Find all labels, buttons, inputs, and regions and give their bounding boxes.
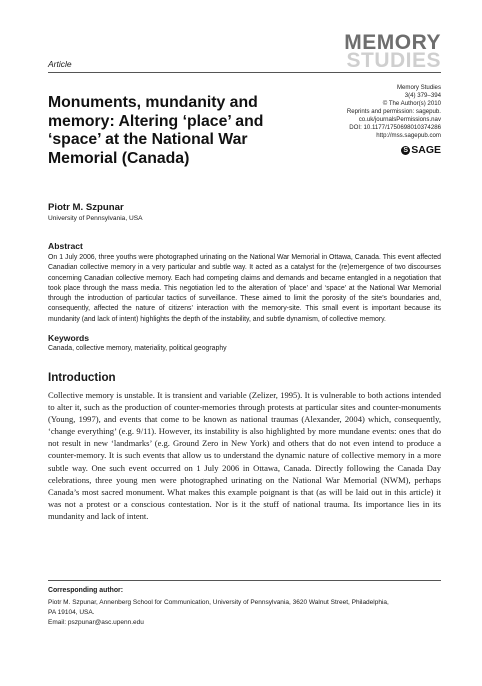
pub-info-url: http://mss.sagepub.com [376,132,441,139]
introduction-heading: Introduction [48,371,116,384]
keywords-heading: Keywords [48,333,90,343]
journal-logo-line1: MEMORY [344,31,441,54]
pub-info-volume: 3(4) 379–394 [404,92,441,99]
title-line: ‘space’ at the National War [48,131,248,148]
pub-info-doi: DOI: 10.1177/1750698010374286 [349,124,441,131]
abstract-text: On 1 July 2006, three youths were photographed urinating on the National War Memorial in Ottawa, Canada. This event affected Canadian collective memory in a very particular and subtle way. It acted as a catalyst for the (re)emergence of two discourses concerning Canadian collective memory. Each had competing claims and demands and became entangled in a negotiation that took place through the mass media. This negotiation led to the alteration of ‘place’ and ‘space’ at the National War Memorial through the introduction of particular tactics of surveillance. These aimed to limit the porosity of the site’s boundaries and, consequently, affected the nature of citizens’ interaction with the memory-site. This small event is important because its mundanity (and lack of intent) highlights the depth of the instability, and subtle dynamism, of collective memory. [48,254,441,323]
keywords-text: Canada, collective memory, materiality, political geography [48,345,227,352]
abstract-heading: Abstract [48,241,83,251]
corr-address-line: Piotr M. Szpunar, Annenberg School for Communication, University of Pennsylvania, 3620 Walnut Street, Philadelphia, [48,599,389,606]
corr-email: Email: pszpunar@asc.upenn.edu [48,619,144,627]
footer-divider [48,580,441,581]
journal-logo-line2: STUDIES [346,49,441,72]
header-divider [48,72,441,73]
article-type-label: Article [48,59,72,69]
pub-info-permissions: co.uk/journalsPermissions.nav [358,116,441,123]
pub-info-journal: Memory Studies [396,84,441,91]
journal-logo [344,31,441,72]
pub-info-reprints: Reprints and permission: sagepub. [346,108,441,115]
sage-icon: S [401,146,410,155]
introduction-text: Collective memory is unstable. It is transient and variable (Zelizer, 1995). It is vulnerable to both actions intended to alter it, such as the production of counter-memories through protests at particular sites and counter-monuments (Young, 1997), and events that come to be known as national traumas (Alexander, 2004) which, consequently, ‘change everything’ (e.g. 9/11). However, its instability is also highlighted by more mundane events: ones that do not result in new ‘landmarks’ (e.g. Ground Zero in New York) and others that do not even intend to produce a counter-memory. It is such events that allow us to understand the dynamic nature of collective memory in a more subtle way. One such event occurred on 1 July 2006 in Ottawa, Canada. Directly following the Canada Day celebrations, three young men were photographed urinating on the National War Memorial (NWM), perhaps Canada’s most sacred monument. What makes this example poignant is that (as will be laid out in this article) it was not a protest or a conscious contestation. Nor is it the stuff of national trauma. Its importance lies in its mundanity and lack of intent. [48,390,441,521]
pub-info-copyright: © The Author(s) 2010 [382,100,441,107]
corresponding-author-details [48,598,441,629]
title-line: memory: Altering ‘place’ and [48,112,264,130]
corresponding-author-heading: Corresponding author: [48,587,124,594]
corr-address-line: PA 19104, USA. [48,609,95,617]
article-title [48,94,303,168]
author-name: Piotr M. Szpunar [48,202,124,213]
publisher-logo [401,144,441,156]
publication-info [347,84,441,140]
title-line: Monuments, mundanity and [48,94,258,111]
publisher-name: SAGE [411,144,441,156]
author-affiliation: University of Pennsylvania, USA [48,215,143,222]
title-line: Memorial (Canada) [48,149,190,167]
